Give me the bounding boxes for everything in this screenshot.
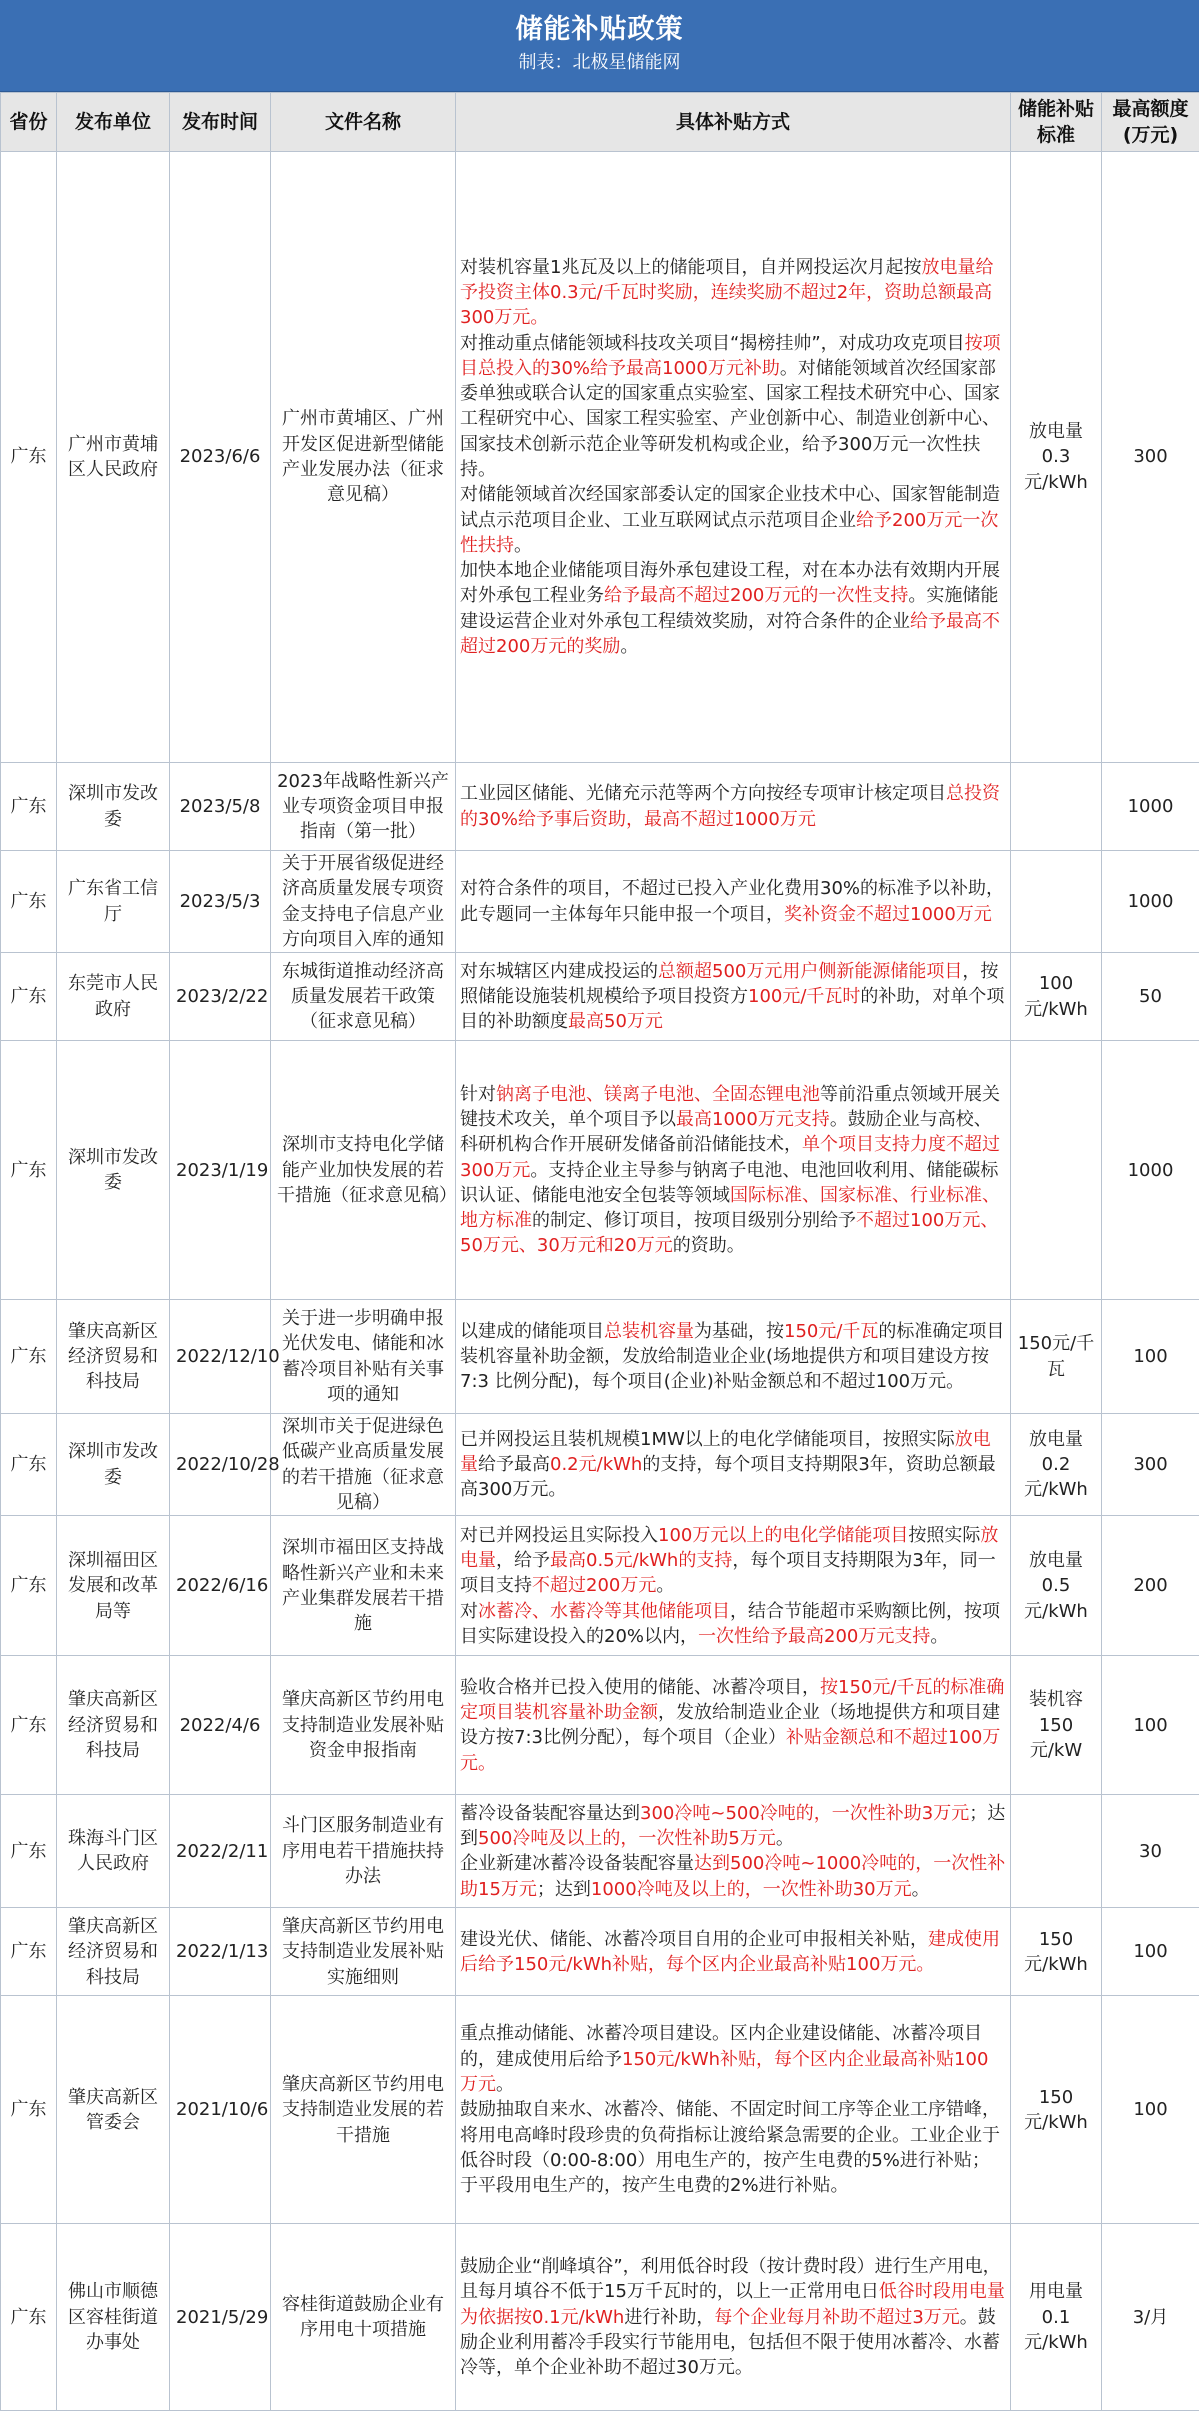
table-header-banner	[0, 0, 1199, 92]
detail-text: ，发放给制造业企业（场地提供方和项目建设方按7:3比例分配），每个项目（企业）	[460, 1702, 1000, 1748]
highlight-text: 给予200万元一次性扶持	[460, 510, 998, 556]
province-cell: 广东	[1, 1996, 57, 2224]
max-amount-cell: 30	[1102, 1795, 1199, 1908]
org-cell: 肇庆高新区经济贸易和科技局	[57, 1656, 170, 1795]
detail-text: 重点推动储能、冰蓄冷项目建设。区内企业建设储能、冰蓄冷项目的，建成使用后给予	[460, 2023, 982, 2069]
detail-text: ，结合节能超市采购额比例，按项目实际建设投入的20%以内，	[460, 1601, 1000, 1647]
doc-name-cell: 关于开展省级促进经济高质量发展专项资金支持电子信息产业方向项目入库的通知	[271, 851, 456, 953]
date-cell: 2022/1/13	[170, 1908, 271, 1996]
detail-text: 已并网投运且装机规模1MW以上的电化学储能项目，按照实际	[460, 1429, 955, 1450]
province-cell: 广东	[1, 1041, 57, 1300]
province-cell: 广东	[1, 953, 57, 1041]
detail-text: 对东城辖区内建成投运的	[460, 961, 658, 982]
highlight-text: 150元/kWh补贴，每个区内企业最高补贴100万元	[460, 2049, 988, 2095]
max-amount-cell: 3/月	[1102, 2224, 1199, 2411]
org-cell: 广东省工信厅	[57, 851, 170, 953]
table-row	[1, 1414, 1199, 1516]
detail-paragraph	[460, 1427, 1006, 1503]
max-amount-cell: 300	[1102, 1414, 1199, 1516]
province-cell: 广东	[1, 1414, 57, 1516]
standard-cell: 放电量0.2元/kWh	[1011, 1414, 1102, 1516]
table-row	[1, 152, 1199, 763]
detail-paragraph	[460, 2097, 1006, 2198]
table-row	[1, 851, 1199, 953]
province-cell: 广东	[1, 2224, 57, 2411]
highlight-text: 500冷吨及以上的，一次性补助5万元	[478, 1828, 776, 1849]
highlight-text: 100元/千瓦时	[748, 986, 860, 1007]
policy-table	[0, 92, 1199, 2411]
highlight-text: 放电量	[460, 1429, 991, 1475]
detail-text: ，给予	[496, 1550, 550, 1571]
detail-paragraph	[460, 959, 1006, 1035]
org-cell: 深圳福田区发展和改革局等	[57, 1516, 170, 1656]
page-subtitle: 制表：北极星储能网	[0, 48, 1199, 78]
date-cell: 2023/6/6	[170, 152, 271, 763]
detail-paragraph	[460, 1319, 1006, 1395]
detail-text: 。	[912, 1879, 930, 1900]
detail-paragraph	[460, 558, 1006, 659]
org-cell: 珠海斗门区人民政府	[57, 1795, 170, 1908]
detail-text: 。实施储能建设运营企业对外承包工程绩效奖励，对符合条件的企业	[460, 585, 998, 631]
detail-paragraph	[460, 482, 1006, 558]
detail-text: 的支持，每个项目支持期限3年，资助总额最高300万元。	[460, 1454, 996, 1500]
highlight-text: 冰蓄冷、水蓄冷等其他储能项目	[478, 1601, 730, 1622]
max-amount-cell: 100	[1102, 1300, 1199, 1414]
detail-paragraph	[460, 1675, 1006, 1776]
max-amount-cell: 100	[1102, 1996, 1199, 2224]
highlight-text: 国际标准、国家标准、行业标准、地方标准	[460, 1185, 1000, 1231]
detail-cell	[456, 1300, 1011, 1414]
highlight-text: 单个项目支持力度不超过300万元	[460, 1134, 1000, 1180]
col-date: 发布时间	[170, 93, 271, 152]
detail-cell	[456, 1414, 1011, 1516]
doc-name-cell: 关于进一步明确申报光伏发电、储能和冰蓄冷项目补贴有关事项的通知	[271, 1300, 456, 1414]
table-row	[1, 1656, 1199, 1795]
detail-text: 。对储能领域首次经国家部委单独或联合认定的国家重点实验室、国家工程技术研究中心、国家工程研究中心、国家工程实验室、产业创新中心、制造业创新中心、国家技术创新示范企业等研发机构或企业，给予300万元一次性扶持。	[460, 358, 1000, 480]
detail-cell	[456, 1908, 1011, 1996]
highlight-text: 放电量	[460, 1525, 998, 1571]
detail-paragraph	[460, 1851, 1006, 1902]
highlight-text: 最高0.5元/kWh的支持	[550, 1550, 732, 1571]
org-cell: 佛山市顺德区容桂街道办事处	[57, 2224, 170, 2411]
max-amount-cell: 1000	[1102, 763, 1199, 851]
detail-text: 。	[496, 2074, 514, 2095]
date-cell: 2022/6/16	[170, 1516, 271, 1656]
doc-name-cell: 肇庆高新区节约用电支持制造业发展补贴资金申报指南	[271, 1656, 456, 1795]
detail-text: 。支持企业主导参与钠离子电池、电池回收利用、储能碳标识认证、储能电池安全包装等领域	[460, 1160, 998, 1206]
detail-text: 等前沿重点领域开展关键技术攻关，单个项目予以	[460, 1084, 1000, 1130]
highlight-text: 低谷时段用电量为依据按0.1元/kWh	[460, 2281, 1005, 2327]
standard-cell	[1011, 851, 1102, 953]
org-cell: 肇庆高新区经济贸易和科技局	[57, 1300, 170, 1414]
standard-cell: 100元/kWh	[1011, 953, 1102, 1041]
detail-cell	[456, 1795, 1011, 1908]
detail-text: 。鼓励企业与高校、科研机构合作开展研发储备前沿储能技术，	[460, 1109, 992, 1155]
detail-text: 对	[460, 1601, 478, 1622]
detail-text: 。	[620, 636, 638, 657]
detail-paragraph	[460, 1801, 1006, 1852]
doc-name-cell: 肇庆高新区节约用电支持制造业发展补贴实施细则	[271, 1908, 456, 1996]
detail-text: 的资助。	[673, 1235, 745, 1256]
table-row	[1, 953, 1199, 1041]
detail-cell	[456, 1656, 1011, 1795]
table-row	[1, 2224, 1199, 2411]
detail-paragraph	[460, 2021, 1006, 2097]
detail-paragraph	[460, 331, 1006, 483]
detail-cell	[456, 953, 1011, 1041]
detail-text: 工业园区储能、光储充示范等两个方向按经专项审计核定项目	[460, 783, 946, 804]
detail-paragraph	[460, 781, 1006, 832]
date-cell: 2023/5/3	[170, 851, 271, 953]
date-cell: 2023/5/8	[170, 763, 271, 851]
highlight-text: 奖补资金不超过1000万元	[784, 904, 992, 925]
highlight-text: 钠离子电池、镁离子电池、全固态锂电池	[496, 1084, 820, 1105]
table-row	[1, 1041, 1199, 1300]
detail-text: 。	[930, 1626, 948, 1647]
date-cell: 2023/2/22	[170, 953, 271, 1041]
column-header-row	[1, 93, 1199, 152]
doc-name-cell: 斗门区服务制造业有序用电若干措施扶持办法	[271, 1795, 456, 1908]
date-cell: 2021/5/29	[170, 2224, 271, 2411]
doc-name-cell: 容桂街道鼓励企业有序用电十项措施	[271, 2224, 456, 2411]
detail-paragraph	[460, 1599, 1006, 1650]
table-row	[1, 1300, 1199, 1414]
province-cell: 广东	[1, 763, 57, 851]
col-doc: 文件名称	[271, 93, 456, 152]
detail-text: 针对	[460, 1084, 496, 1105]
highlight-text: 放电量给予投资主体0.3元/千瓦时奖励，连续奖励不超过2年，资助总额最高300万元。	[460, 257, 993, 329]
date-cell: 2022/10/28	[170, 1414, 271, 1516]
detail-text: ，每个项目支持期限为3年，同一项目支持	[460, 1550, 996, 1596]
highlight-text: 每个企业每月补助不超过3万元	[714, 2307, 959, 2328]
detail-text: 对装机容量1兆瓦及以上的储能项目，自并网投运次月起按	[460, 257, 921, 278]
detail-text: 对推动重点储能领域科技攻关项目“揭榜挂帅”，对成功攻克项目	[460, 333, 965, 354]
highlight-text: 150元/千瓦	[784, 1321, 878, 1342]
detail-text: 。	[656, 1575, 674, 1596]
detail-cell	[456, 851, 1011, 953]
detail-cell	[456, 1041, 1011, 1300]
detail-cell	[456, 763, 1011, 851]
doc-name-cell: 深圳市福田区支持战略性新兴产业和未来产业集群发展若干措施	[271, 1516, 456, 1656]
detail-paragraph	[460, 255, 1006, 331]
detail-cell	[456, 1516, 1011, 1656]
province-cell: 广东	[1, 152, 57, 763]
max-amount-cell: 300	[1102, 152, 1199, 763]
detail-text: 的制定、修订项目，按项目级别分别给予	[532, 1210, 856, 1231]
standard-cell: 放电量0.3元/kWh	[1011, 152, 1102, 763]
detail-text: 验收合格并已投入使用的储能、冰蓄冷项目，	[460, 1677, 820, 1698]
detail-paragraph	[460, 876, 1006, 927]
highlight-text: 按项目总投入的30%给予最高1000万元补助	[460, 333, 1001, 379]
highlight-text: 给予最高不超过200万元的奖励	[460, 611, 1000, 657]
detail-text: 对已并网投运且实际投入	[460, 1525, 658, 1546]
max-amount-cell: 100	[1102, 1656, 1199, 1795]
date-cell: 2022/12/10	[170, 1300, 271, 1414]
detail-paragraph	[460, 2254, 1006, 2380]
detail-text: 的补助，对单个项目的补助额度	[460, 986, 1004, 1032]
detail-text: 鼓励企业“削峰填谷”，利用低谷时段（按计费时段）进行生产用电，且每月填谷不低于15万千瓦时的，以上一正常用电日	[460, 2256, 1001, 2302]
detail-paragraph	[460, 1523, 1006, 1599]
standard-cell: 装机容150元/kW	[1011, 1656, 1102, 1795]
detail-text: 。鼓励企业利用蓄冷手段实行节能用电，包括但不限于使用冰蓄冷、水蓄冷等，单个企业补助不超过30万元。	[460, 2307, 1000, 2379]
org-cell: 广州市黄埔区人民政府	[57, 152, 170, 763]
highlight-text: 补贴金额总和不超过100万元。	[460, 1727, 1000, 1773]
highlight-text: 总投资的30%给予事后资助，最高不超过1000万元	[460, 783, 1000, 829]
detail-cell	[456, 2224, 1011, 2411]
table-row	[1, 1908, 1199, 1996]
detail-text: 加快本地企业储能项目海外承包建设工程，对在本办法有效期内开展对外承包工程业务	[460, 560, 1000, 606]
doc-name-cell: 2023年战略性新兴产业专项资金项目申报指南（第一批）	[271, 763, 456, 851]
highlight-text: 最高50万元	[568, 1011, 663, 1032]
highlight-text: 0.2元/kWh	[550, 1454, 642, 1475]
table-row	[1, 1795, 1199, 1908]
col-detail: 具体补贴方式	[456, 93, 1011, 152]
detail-text: 以建成的储能项目	[460, 1321, 604, 1342]
detail-text: 蓄冷设备装配容量达到	[460, 1803, 640, 1824]
date-cell: 2023/1/19	[170, 1041, 271, 1300]
detail-paragraph	[460, 1927, 1006, 1978]
highlight-text: 不超过100万元、50万元、30万元和20万元	[460, 1210, 998, 1256]
max-amount-cell: 200	[1102, 1516, 1199, 1656]
col-max: 最高额度(万元)	[1102, 93, 1199, 152]
detail-paragraph	[460, 1082, 1006, 1259]
detail-cell	[456, 152, 1011, 763]
highlight-text: 按150元/千瓦的标准确定项目装机容量补助金额	[460, 1677, 1004, 1723]
highlight-text: 1000冷吨及以上的，一次性补助30万元	[591, 1879, 912, 1900]
detail-text: 给予最高	[478, 1454, 550, 1475]
highlight-text: 达到500冷吨~1000冷吨的，一次性补助15万元	[460, 1853, 1005, 1899]
standard-cell	[1011, 1041, 1102, 1300]
org-cell: 肇庆高新区管委会	[57, 1996, 170, 2224]
date-cell: 2022/4/6	[170, 1656, 271, 1795]
highlight-text: 不超过200万元	[532, 1575, 656, 1596]
detail-text: ；达到	[537, 1879, 591, 1900]
province-cell: 广东	[1, 851, 57, 953]
col-org: 发布单位	[57, 93, 170, 152]
org-cell: 深圳市发改委	[57, 763, 170, 851]
highlight-text: 给予最高不超过200万元的一次性支持	[604, 585, 908, 606]
page-title: 储能补贴政策	[0, 12, 1199, 48]
detail-text: 企业新建冰蓄冷设备装配容量	[460, 1853, 694, 1874]
province-cell: 广东	[1, 1656, 57, 1795]
province-cell: 广东	[1, 1795, 57, 1908]
highlight-text: 100万元以上的电化学储能项目	[658, 1525, 908, 1546]
detail-text: 进行补助，	[624, 2307, 714, 2328]
detail-text: 的标准确定项目装机容量补助金额，发放给制造业企业(场地提供方和项目建设方按 7:3 比例分配)，每个项目(企业)补贴金额总和不超过100万元。	[460, 1321, 1004, 1393]
max-amount-cell: 50	[1102, 953, 1199, 1041]
org-cell: 深圳市发改委	[57, 1414, 170, 1516]
org-cell: 肇庆高新区经济贸易和科技局	[57, 1908, 170, 1996]
col-province: 省份	[1, 93, 57, 152]
detail-cell	[456, 1996, 1011, 2224]
detail-text: 对储能领域首次经国家部委认定的国家企业技术中心、国家智能制造试点示范项目企业、工业互联网试点示范项目企业	[460, 484, 1000, 530]
standard-cell: 用电量0.1元/kWh	[1011, 2224, 1102, 2411]
standard-cell: 150元/kWh	[1011, 1996, 1102, 2224]
detail-text: ，按照储能设施装机规模给予项目投资方	[460, 961, 998, 1007]
date-cell: 2021/10/6	[170, 1996, 271, 2224]
detail-text: 建设光伏、储能、冰蓄冷项目自用的企业可申报相关补贴，	[460, 1929, 928, 1950]
standard-cell	[1011, 1795, 1102, 1908]
highlight-text: 300冷吨~500冷吨的，一次性补助3万元	[640, 1803, 969, 1824]
org-cell: 东莞市人民政府	[57, 953, 170, 1041]
detail-text: 。	[776, 1828, 794, 1849]
province-cell: 广东	[1, 1908, 57, 1996]
table-row	[1, 1996, 1199, 2224]
standard-cell	[1011, 763, 1102, 851]
doc-name-cell: 东城街道推动经济高质量发展若干政策（征求意见稿）	[271, 953, 456, 1041]
detail-text: 按照实际	[908, 1525, 980, 1546]
detail-text: 对符合条件的项目，不超过已投入产业化费用30%的标准予以补助，此专题同一主体每年只能申报一个项目，	[460, 878, 1004, 924]
highlight-text: 建成使用后给予150元/kWh补贴，每个区内企业最高补贴100万元。	[460, 1929, 1000, 1975]
max-amount-cell: 1000	[1102, 1041, 1199, 1300]
col-standard: 储能补贴标准	[1011, 93, 1102, 152]
highlight-text: 一次性给予最高200万元支持	[698, 1626, 930, 1647]
table-row	[1, 1516, 1199, 1656]
org-cell: 深圳市发改委	[57, 1041, 170, 1300]
date-cell: 2022/2/11	[170, 1795, 271, 1908]
max-amount-cell: 1000	[1102, 851, 1199, 953]
standard-cell: 放电量0.5元/kWh	[1011, 1516, 1102, 1656]
province-cell: 广东	[1, 1516, 57, 1656]
max-amount-cell: 100	[1102, 1908, 1199, 1996]
standard-cell: 150元/kWh	[1011, 1908, 1102, 1996]
detail-text: 鼓励抽取自来水、冰蓄冷、储能、不固定时间工序等企业工序错峰，将用电高峰时段珍贵的负荷指标让渡给紧急需要的企业。工业企业于低谷时段（0:00-8:00）用电生产的，按产生电费的5%进行补贴；于平段用电生产的，按产生电费的2%进行补贴。	[460, 2099, 1000, 2196]
table-row	[1, 763, 1199, 851]
doc-name-cell: 广州市黄埔区、广州开发区促进新型储能产业发展办法（征求意见稿）	[271, 152, 456, 763]
standard-cell: 150元/千瓦	[1011, 1300, 1102, 1414]
detail-text: ；达到	[460, 1803, 1005, 1849]
doc-name-cell: 深圳市支持电化学储能产业加快发展的若干措施（征求意见稿）	[271, 1041, 456, 1300]
highlight-text: 总额超500万元用户侧新能源储能项目	[658, 961, 962, 982]
highlight-text: 总装机容量	[604, 1321, 694, 1342]
highlight-text: 最高1000万元支持	[676, 1109, 830, 1130]
province-cell: 广东	[1, 1300, 57, 1414]
detail-text: 。	[514, 535, 532, 556]
doc-name-cell: 深圳市关于促进绿色低碳产业高质量发展的若干措施（征求意见稿）	[271, 1414, 456, 1516]
detail-text: 为基础，按	[694, 1321, 784, 1342]
doc-name-cell: 肇庆高新区节约用电支持制造业发展的若干措施	[271, 1996, 456, 2224]
